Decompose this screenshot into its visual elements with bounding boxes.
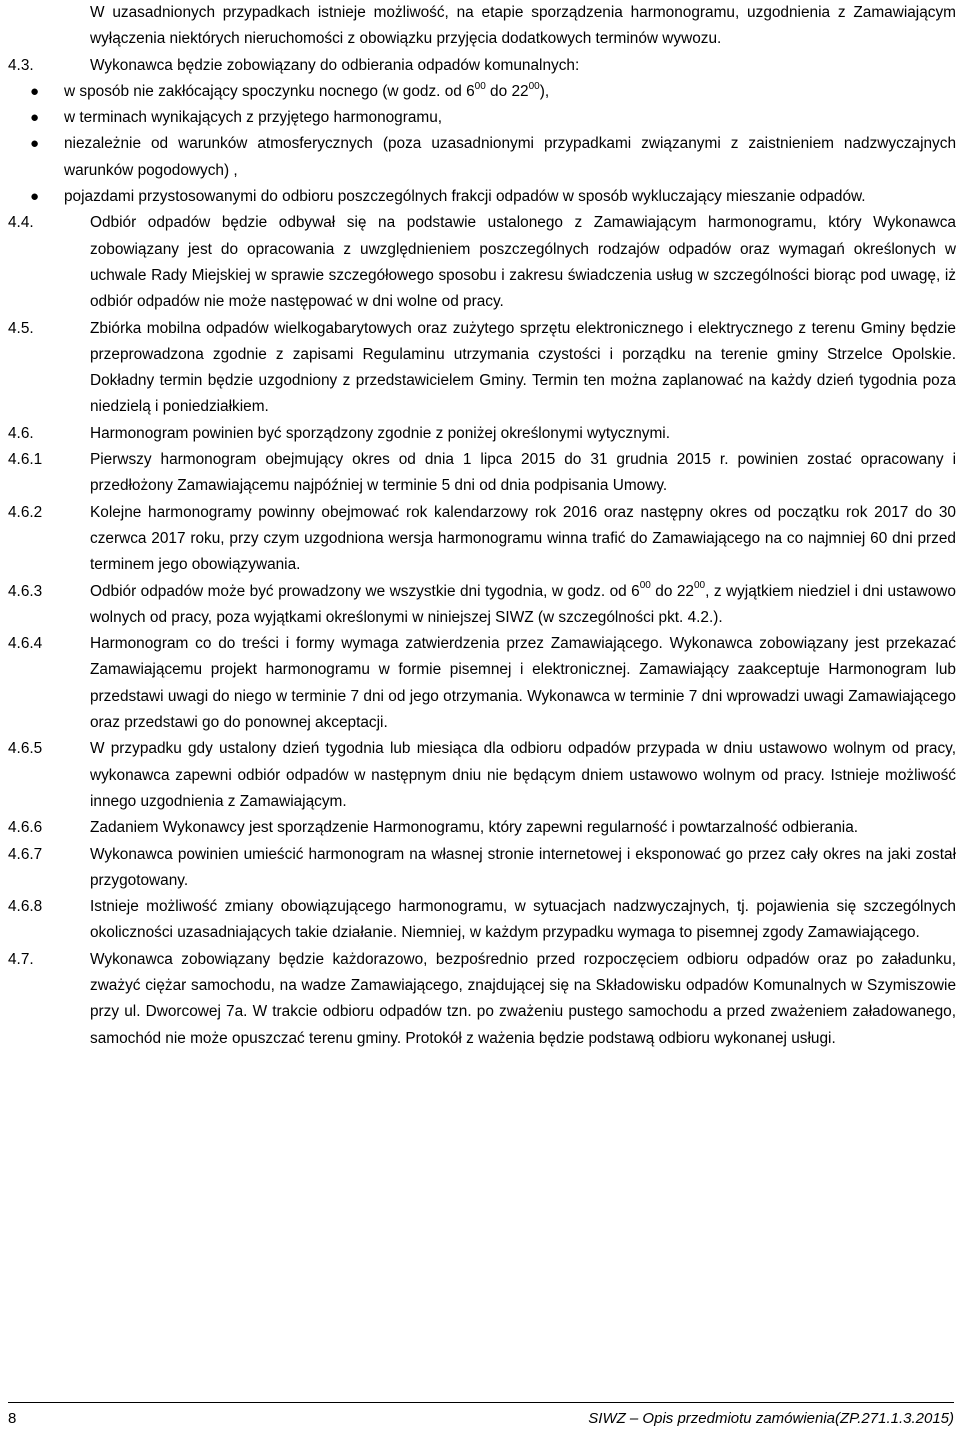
section-text: Odbiór odpadów będzie odbywał się na podstawie ustalonego z Zamawiającym harmonogramu, który Wykonawca zobowiązany jest do opracowania z uwzględnieniem poszczególnych rodzajów odpadów oraz wymagań określonych w uchwale Rady Miejskiej w sprawie szczegółowego sposobu i zakresu świadczenia usług w szczególności biorąc pod uwagę, iż odbiór odpadów nie może następować w dni wolne od pracy. (90, 214, 956, 311)
section-number: 4.3. (8, 56, 34, 74)
bullet-icon: ● (30, 109, 40, 127)
superscript: 00 (693, 580, 706, 592)
section-number: 4.6.6 (8, 819, 43, 837)
section-4-6-6 (8, 815, 956, 841)
section-number: 4.6.8 (8, 898, 43, 916)
section-text: Pierwszy harmonogram obejmujący okres od dnia 1 lipca 2015 do 31 grudnia 2015 r. powinien zostać opracowany i przedłożony Zamawiającemu najpóźniej w terminie 5 dni od dnia podpisania Umowy. (90, 451, 956, 495)
bullet-text: pojazdami przystosowanymi do odbioru poszczególnych frakcji odpadów w sposób wykluczający mieszanie odpadów. (64, 188, 866, 206)
section-number: 4.6.4 (8, 635, 43, 653)
section-4-6-7 (8, 842, 956, 895)
section-4-6-5 (8, 736, 956, 815)
section-text: Istnieje możliwość zmiany obowiązującego harmonogramu, w sytuacjach nadzwyczajnych, tj. pojawienia się szczególnych okoliczności uzasadniających takie działanie. Niemniej, w każdym przypadku wymaga to pisemnej zgody Zamawiającego. (90, 898, 956, 942)
section-number: 4.6.3 (8, 582, 43, 600)
section-number: 4.6.7 (8, 845, 43, 863)
superscript: 00 (639, 580, 651, 592)
list-item (8, 79, 956, 105)
list-item (8, 105, 956, 131)
section-4-6-2 (8, 500, 956, 579)
section-4-3 (8, 53, 956, 79)
document-body (8, 0, 956, 1052)
section-number: 4.7. (8, 950, 34, 968)
section-text: Harmonogram powinien być sporządzony zgodnie z poniżej określonymi wytycznymi. (90, 424, 670, 442)
bullet-text: do 22 (485, 82, 529, 100)
section-number: 4.4. (8, 214, 34, 232)
bullet-list (8, 79, 956, 210)
section-4-4 (8, 210, 956, 315)
list-item (8, 184, 956, 210)
bullet-icon: ● (30, 135, 40, 153)
section-4-6-3 (8, 579, 956, 632)
page-footer (8, 1402, 954, 1429)
section-text: Zadaniem Wykonawcy jest sporządzenie Harmonogramu, który zapewni regularność i powtarzalność odbierania. (90, 819, 859, 837)
section-4-6-1 (8, 447, 956, 500)
section-number: 4.6.5 (8, 740, 43, 758)
section-number: 4.5. (8, 319, 34, 337)
bullet-text: w terminach wynikających z przyjętego harmonogramu, (64, 109, 443, 127)
section-text: Harmonogram co do treści i formy wymaga zatwierdzenia przez Zamawiającego. Wykonawca zobowiązany jest przekazać Zamawiającemu projekt harmonogramu w formie pisemnej i elektronicznej. Zamawiający zaakceptuje Harmonogram lub przedstawi uwagi do niego w terminie 7 dni od jego otrzymania. Wykonawca w terminie 7 dni wprowadzi uwagi Zamawiającego oraz przedstawi go do ponownej akceptacji. (90, 635, 956, 732)
document-reference: SIWZ – Opis przedmiotu zamówienia(ZP.271.1.3.2015) (588, 1410, 954, 1427)
section-text: W przypadku gdy ustalony dzień tygodnia lub miesiąca dla odbioru odpadów przypada w dniu ustawowo wolnym od pracy, wykonawca zapewni odbiór odpadów w następnym dniu nie będącym dniem ustawowo wolnym od pracy. Istnieje możliwość innego uzgodnienia z Zamawiającym. (90, 740, 956, 810)
section-4-6-4 (8, 631, 956, 736)
bullet-text: ), (539, 82, 550, 100)
section-number: 4.6.2 (8, 503, 43, 521)
section-text: Odbiór odpadów może być prowadzony we wszystkie dni tygodnia, w godz. od $6^{00}$ do $22^{00}$, z wyjątkiem niedziel i dni ustawowo wolnych od pracy, poza wyjątkami określonymi w niniejszej SIWZ (w szczególności pkt. 4.2.). (90, 580, 956, 626)
superscript: 00 (528, 80, 540, 92)
bullet-text: niezależnie od warunków atmosferycznych (poza uzasadnionymi przypadkami związanymi z zaistnieniem nadzwyczajnych warunków pogodowych) , (64, 135, 956, 179)
section-text: Kolejne harmonogramy powinny obejmować rok kalendarzowy rok 2016 oraz następny okres od początku rok 2017 do 30 czerwca 2017 roku, przy czym uzgodniona wersja harmonogramu winna trafić do Zamawiającego na co najmniej 60 dni przed terminem jego obowiązywania. (90, 503, 956, 574)
bullet-icon: ● (30, 82, 40, 100)
section-text: Wykonawca zobowiązany będzie każdorazowo, bezpośrednio przed rozpoczęciem odbioru odpadów oraz po załadunku, zważyć ciężar samochodu, na wadze Zamawiającego, znajdującej się na Składowisku odpadów Komunalnych w Szymiszowie przy ul. Dworcowej 7a. W trakcie odbioru odpadów tzn. po zważeniu pustego samochodu a przed zważeniem załadowanego, samochód nie może opuszczać terenu gminy. Protokół z ważenia będzie podstawą odbioru wykonanej usługi. (90, 950, 956, 1047)
section-4-6 (8, 421, 956, 447)
intro-text: W uzasadnionych przypadkach istnieje możliwość, na etapie sporządzenia harmonogramu, uzgodnienia z Zamawiającym wyłączenia niektórych nieruchomości z obowiązku przyjęcia dodatkowych terminów wywozu. (90, 4, 956, 48)
list-item (8, 131, 956, 184)
section-text: Wykonawca powinien umieścić harmonogram na własnej stronie internetowej i eksponować go przez cały okres na jaki został przygotowany. (90, 845, 956, 889)
bullet-text: w sposób nie zakłócający spoczynku nocnego (w godz. od 6 (64, 82, 475, 100)
section-text: Wykonawca będzie zobowiązany do odbierania odpadów komunalnych: (90, 56, 580, 74)
page-number: 8 (8, 1410, 17, 1427)
section-4-6-8 (8, 894, 956, 947)
section-text: Zbiórka mobilna odpadów wielkogabarytowych oraz zużytego sprzętu elektronicznego i elektrycznego z terenu Gminy będzie przeprowadzona zgodnie z zapisami Regulaminu utrzymania czystości i porządku na terenie gminy Strzelce Opolskie. Dokładny termin będzie uzgodniony z przedstawicielem Gminy. Termin ten można zaplanować na każdy dzień tygodnia poza niedzielą i poniedziałkiem. (90, 319, 956, 416)
section-number: 4.6. (8, 424, 34, 442)
superscript: 00 (474, 80, 486, 92)
section-4-7 (8, 947, 956, 1052)
bullet-icon: ● (30, 188, 40, 206)
section-number: 4.6.1 (8, 451, 43, 469)
section-4-5 (8, 316, 956, 421)
intro-paragraph (8, 0, 956, 53)
